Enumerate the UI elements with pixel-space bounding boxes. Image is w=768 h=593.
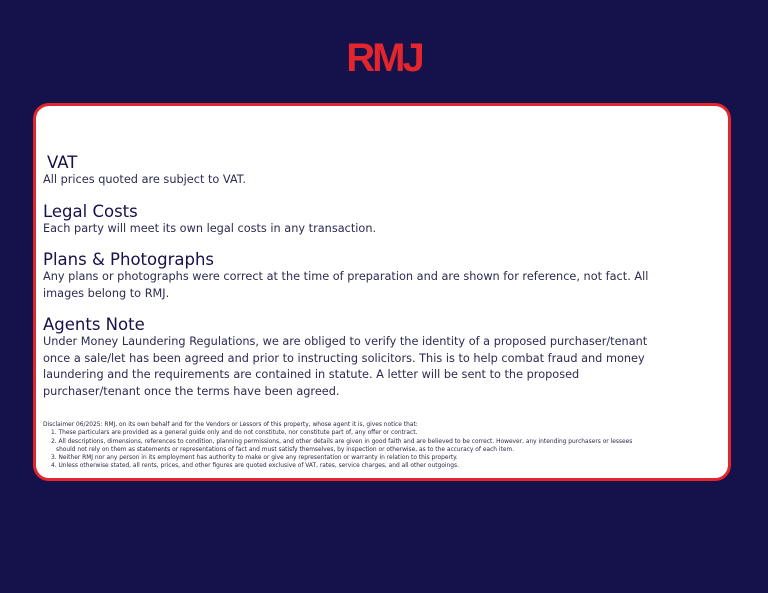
vat-section xyxy=(43,153,720,189)
agents-note-line: laundering and the requirements are contained in statute. A letter will be sent to the proposed xyxy=(43,368,580,381)
plans-photographs-line: Any plans or photographs were correct at the time of preparation and are shown for reference, not fact. All xyxy=(43,270,649,283)
agents-note-title: Agents Note xyxy=(43,315,145,334)
legal-costs-title: Legal Costs xyxy=(43,201,138,221)
agents-note-body xyxy=(43,334,720,400)
legal-costs-section xyxy=(43,202,720,238)
agents-note-line: once a sale/let has been agreed and prior to instructing solicitors. This is to help combat fraud and money xyxy=(43,351,645,365)
agents-note-line: purchaser/tenant once the terms have been agreed. xyxy=(43,384,340,398)
agents-note-line: Under Money Laundering Regulations, we are obliged to verify the identity of a proposed purchaser/tenant xyxy=(43,335,648,348)
disclaimer-item: 3. Neither RMJ nor any person in its employment has authority to make or give any representation or warranty in relation to this property. xyxy=(51,455,458,462)
legal-costs-body: Each party will meet its own legal costs in any transaction. xyxy=(43,221,377,235)
disclaimer xyxy=(43,421,723,471)
disclaimer-item: 4. Unless otherwise stated, all rents, prices, and other figures are quoted exclusive of VAT, rates, service charges, and all other outgoings. xyxy=(51,463,459,470)
plans-photographs-body xyxy=(43,269,720,302)
disclaimer-heading: Disclaimer 06/2025: RMJ, on its own behalf and for the Vendors or Lessors of this property, whose agent it is, gives notice that: xyxy=(43,422,418,428)
disclaimer-item: 1. These particulars are provided as a general guide only and do not constitute, nor constitute part of, any offer or contract. xyxy=(51,430,418,437)
plans-photographs-line: images belong to RMJ. xyxy=(43,286,170,300)
plans-photographs-section xyxy=(43,250,720,302)
plans-photographs-title: Plans & Photographs xyxy=(43,250,215,269)
terms-card xyxy=(33,103,731,481)
agents-note-section xyxy=(43,315,720,400)
vat-title: VAT xyxy=(47,153,78,172)
rmj-logo: RMJ xyxy=(346,36,422,80)
vat-body: All prices quoted are subject to VAT. xyxy=(43,173,246,186)
disclaimer-item-continuation: should not rely on them as statements or representations of fact and must satisfy themselves, by inspection or otherwise, as to the accuracy of each item. xyxy=(56,446,515,453)
disclaimer-item: 2. All descriptions, dimensions, references to condition, planning permissions, and other details are given in good faith and are believed to be correct. However, any intending purchasers or lessees xyxy=(51,438,633,445)
